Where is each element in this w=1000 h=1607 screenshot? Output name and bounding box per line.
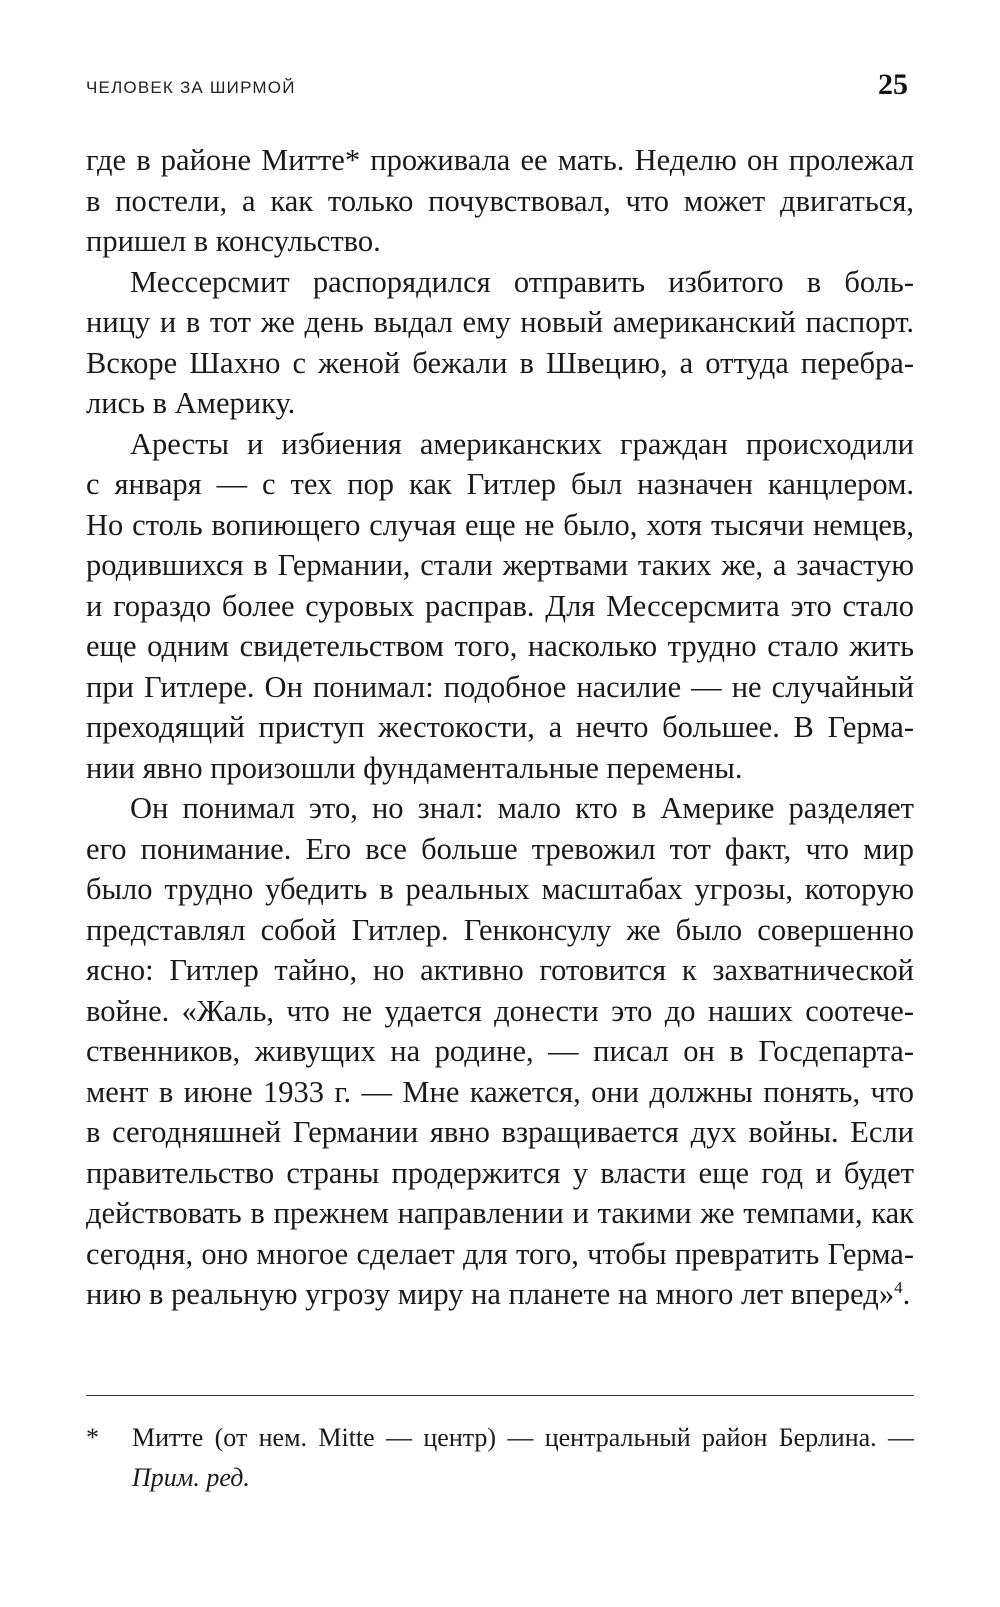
footnote-editor-note: Прим. ред.	[132, 1463, 250, 1492]
text-line: Но столь вопиющего случая еще не было, хотя тысячи немцев,	[86, 507, 914, 542]
text-line: в сегодняшней Германии явно взращивается дух войны. Если	[86, 1115, 914, 1149]
text-line: при Гитлере. Он понимал: подобное насилие — не случайный	[86, 669, 914, 704]
text-line: Аресты и избиения американских граждан происходили	[130, 426, 914, 461]
text-line: действовать в прежнем направлении и такими же темпами, как	[86, 1196, 914, 1230]
text-line: нии явно произошли фундаментальные перемены.	[86, 750, 743, 785]
text-line: его понимание. Его все больше тревожил тот факт, что мир	[86, 831, 914, 866]
text-line: пришел в консульство.	[86, 224, 381, 258]
footnote-line: Митте (от нем. Mitte — центр) — центральный район Берлина. —	[132, 1423, 914, 1452]
text-line: Он понимал это, но знал: мало кто в Америке разделяет	[130, 791, 914, 825]
text-line: родившихся в Германии, стали жертвами таких же, а зачастую	[86, 548, 914, 582]
text-line: ясно: Гитлер тайно, но активно готовится к захватнической	[86, 953, 914, 987]
text-line: сегодня, оно многое сделает для того, чтобы превратить Герма-	[86, 1236, 914, 1271]
footnote-marker: *	[86, 1423, 99, 1452]
text-line: представлял собой Гитлер. Генконсулу же было совершенно	[86, 912, 914, 947]
text-line: Мессерсмит распорядился отправить избитого в боль-	[130, 264, 914, 299]
running-title: ЧЕЛОВЕК ЗА ШИРМОЙ	[86, 78, 296, 97]
text-line: преходящий приступ жестокости, а нечто большее. В Герма-	[86, 710, 914, 744]
text-line: ницу и в тот же день выдал ему новый американский паспорт.	[86, 305, 914, 339]
text-line-final: нию в реальную угрозу миру на планете на много лет вперед»$^4$.	[86, 1277, 911, 1311]
text-line: в постели, а как только почувствовал, что может двигаться,	[86, 183, 914, 218]
footnote-divider	[86, 1395, 914, 1396]
text-line: еще одним свидетельством того, насколько трудно стало жить	[86, 629, 914, 663]
body-text	[86, 140, 914, 1315]
text-line: мент в июне 1933 г. — Мне кажется, они должны понять, что	[86, 1074, 914, 1109]
final-line-text: нию в реальную угрозу миру на планете на много лет вперед»	[86, 1277, 895, 1311]
text-line: правительство страны продержится у власти еще год и будет	[86, 1155, 914, 1190]
text-line: с января — с тех пор как Гитлер был назначен канцлером.	[86, 467, 914, 501]
page-number: 25	[878, 68, 908, 101]
footnote-body	[132, 1418, 914, 1498]
text-line: Вскоре Шахно с женой бежали в Швецию, а оттуда перебра-	[86, 345, 914, 380]
text-line: ственников, живущих на родине, — писал он в Госдепарта-	[86, 1034, 914, 1068]
text-line: войне. «Жаль, что не удается донести это до наших соотече-	[86, 993, 914, 1028]
text-line: было трудно убедить в реальных масштабах угрозы, которую	[86, 872, 914, 906]
footnote-reference: 4	[894, 1277, 903, 1297]
text-line: лись в Америку.	[86, 386, 296, 420]
text-line: и гораздо более суровых расправ. Для Мессерсмита это стало	[86, 588, 914, 623]
text-line: где в районе Митте* проживала ее мать. Неделю он пролежал	[86, 143, 914, 177]
